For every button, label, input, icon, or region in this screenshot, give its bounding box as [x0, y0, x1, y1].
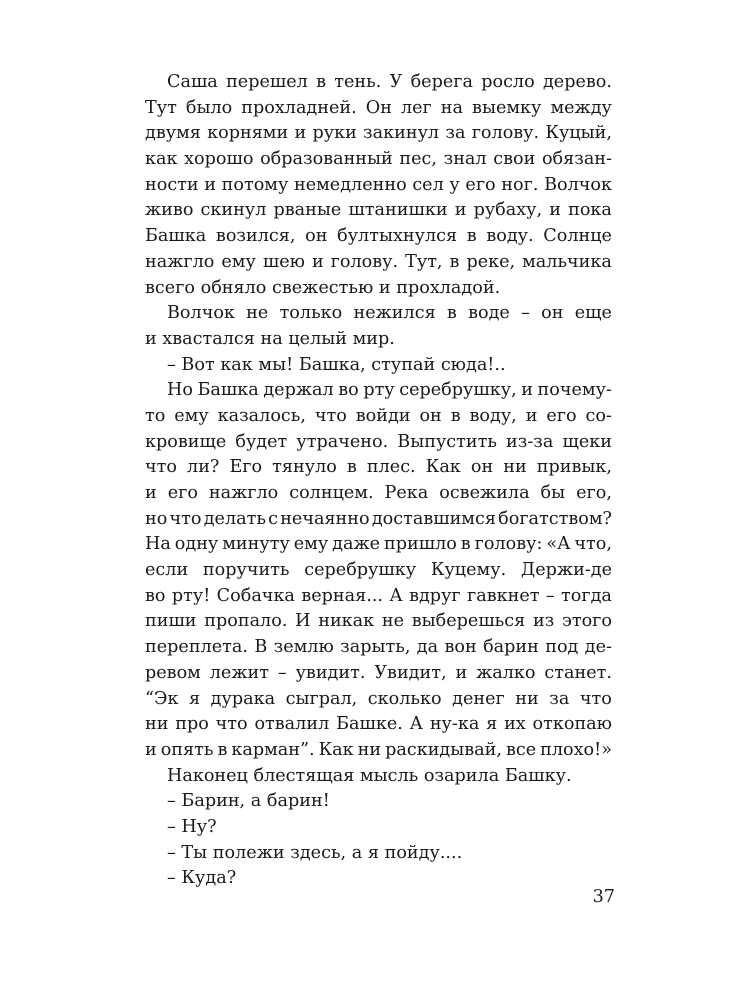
text-line: переплета. В землю зарыть, да вон барин под де-: [145, 637, 612, 658]
text-line: “Эк я дурака сыграл, сколько денег ни за что: [145, 688, 612, 709]
text-line: и его нажгло солнцем. Река освежила бы его,: [145, 483, 612, 503]
text-line: Саша перешел в тень. У берега росло дерево.: [167, 72, 612, 92]
text-line: живо скинул рваные штанишки и рубаху, и пока: [145, 200, 612, 221]
text-line: – Барин, а барин!: [167, 791, 330, 812]
text-line: – Ты полежи здесь, а я пойду....: [167, 842, 463, 863]
text-line: если поручить серебрушку Куцему. Держи-де: [145, 560, 612, 581]
text-line: Волчок не только нежился в воде – он еще: [167, 303, 612, 324]
text-line: Но Башка держал во рту серебрушку, и почему-: [167, 380, 612, 401]
text-line: что ли? Его тянуло в плес. Как он ни привык,: [145, 457, 612, 478]
body-text: [145, 70, 612, 892]
text-line: – Куда?: [167, 868, 237, 889]
text-line: и хвастался на целый мир.: [145, 328, 395, 349]
text-line: кровище будет утрачено. Выпустить из-за щеки: [145, 431, 612, 452]
text-line: – Вот как мы! Башка, ступай сюда!..: [167, 354, 506, 375]
text-line: нажгло ему шею и голову. Тут, в реке, мальчика: [145, 251, 612, 272]
text-line: то ему казалось, что войди он в воду, и его со-: [145, 405, 612, 426]
text-line: во рту! Собачка верная... А вдруг гавкнет – тогда: [145, 585, 612, 606]
text-line: ности и потому немедленно сел у его ног. Волчок: [145, 174, 612, 195]
page-number: 37: [592, 887, 615, 907]
text-line: ревом лежит – увидит. Увидит, и жалко станет.: [145, 662, 612, 683]
text-line: пиши пропало. И никак не выберешься из этого: [145, 611, 612, 632]
text-line: Наконец блестящая мысль озарила Башку.: [167, 765, 572, 786]
text-line: Тут было прохладней. Он лег на выемку между: [145, 97, 612, 118]
text-line: ни про что отвалил Башке. А ну-ка я их откопаю: [145, 714, 612, 735]
text-line: и опять в карман”. Как ни раскидывай, все плохо!»: [145, 739, 612, 760]
text-line: как хорошо образованный пес, знал свои обязан-: [145, 149, 612, 170]
text-line: На одну минуту ему даже пришло в голову: «А что,: [145, 534, 612, 555]
text-line: всего обняло свежестью и прохладой.: [145, 277, 501, 298]
text-line: Башка возился, он бултыхнулся в воду. Солнце: [145, 226, 612, 247]
text-line: но что делать с нечаянно доставшимся богатством?: [145, 508, 612, 529]
text-line: – Ну?: [167, 816, 217, 837]
text-line: двумя корнями и руки закинул за голову. Куцый,: [145, 123, 612, 144]
